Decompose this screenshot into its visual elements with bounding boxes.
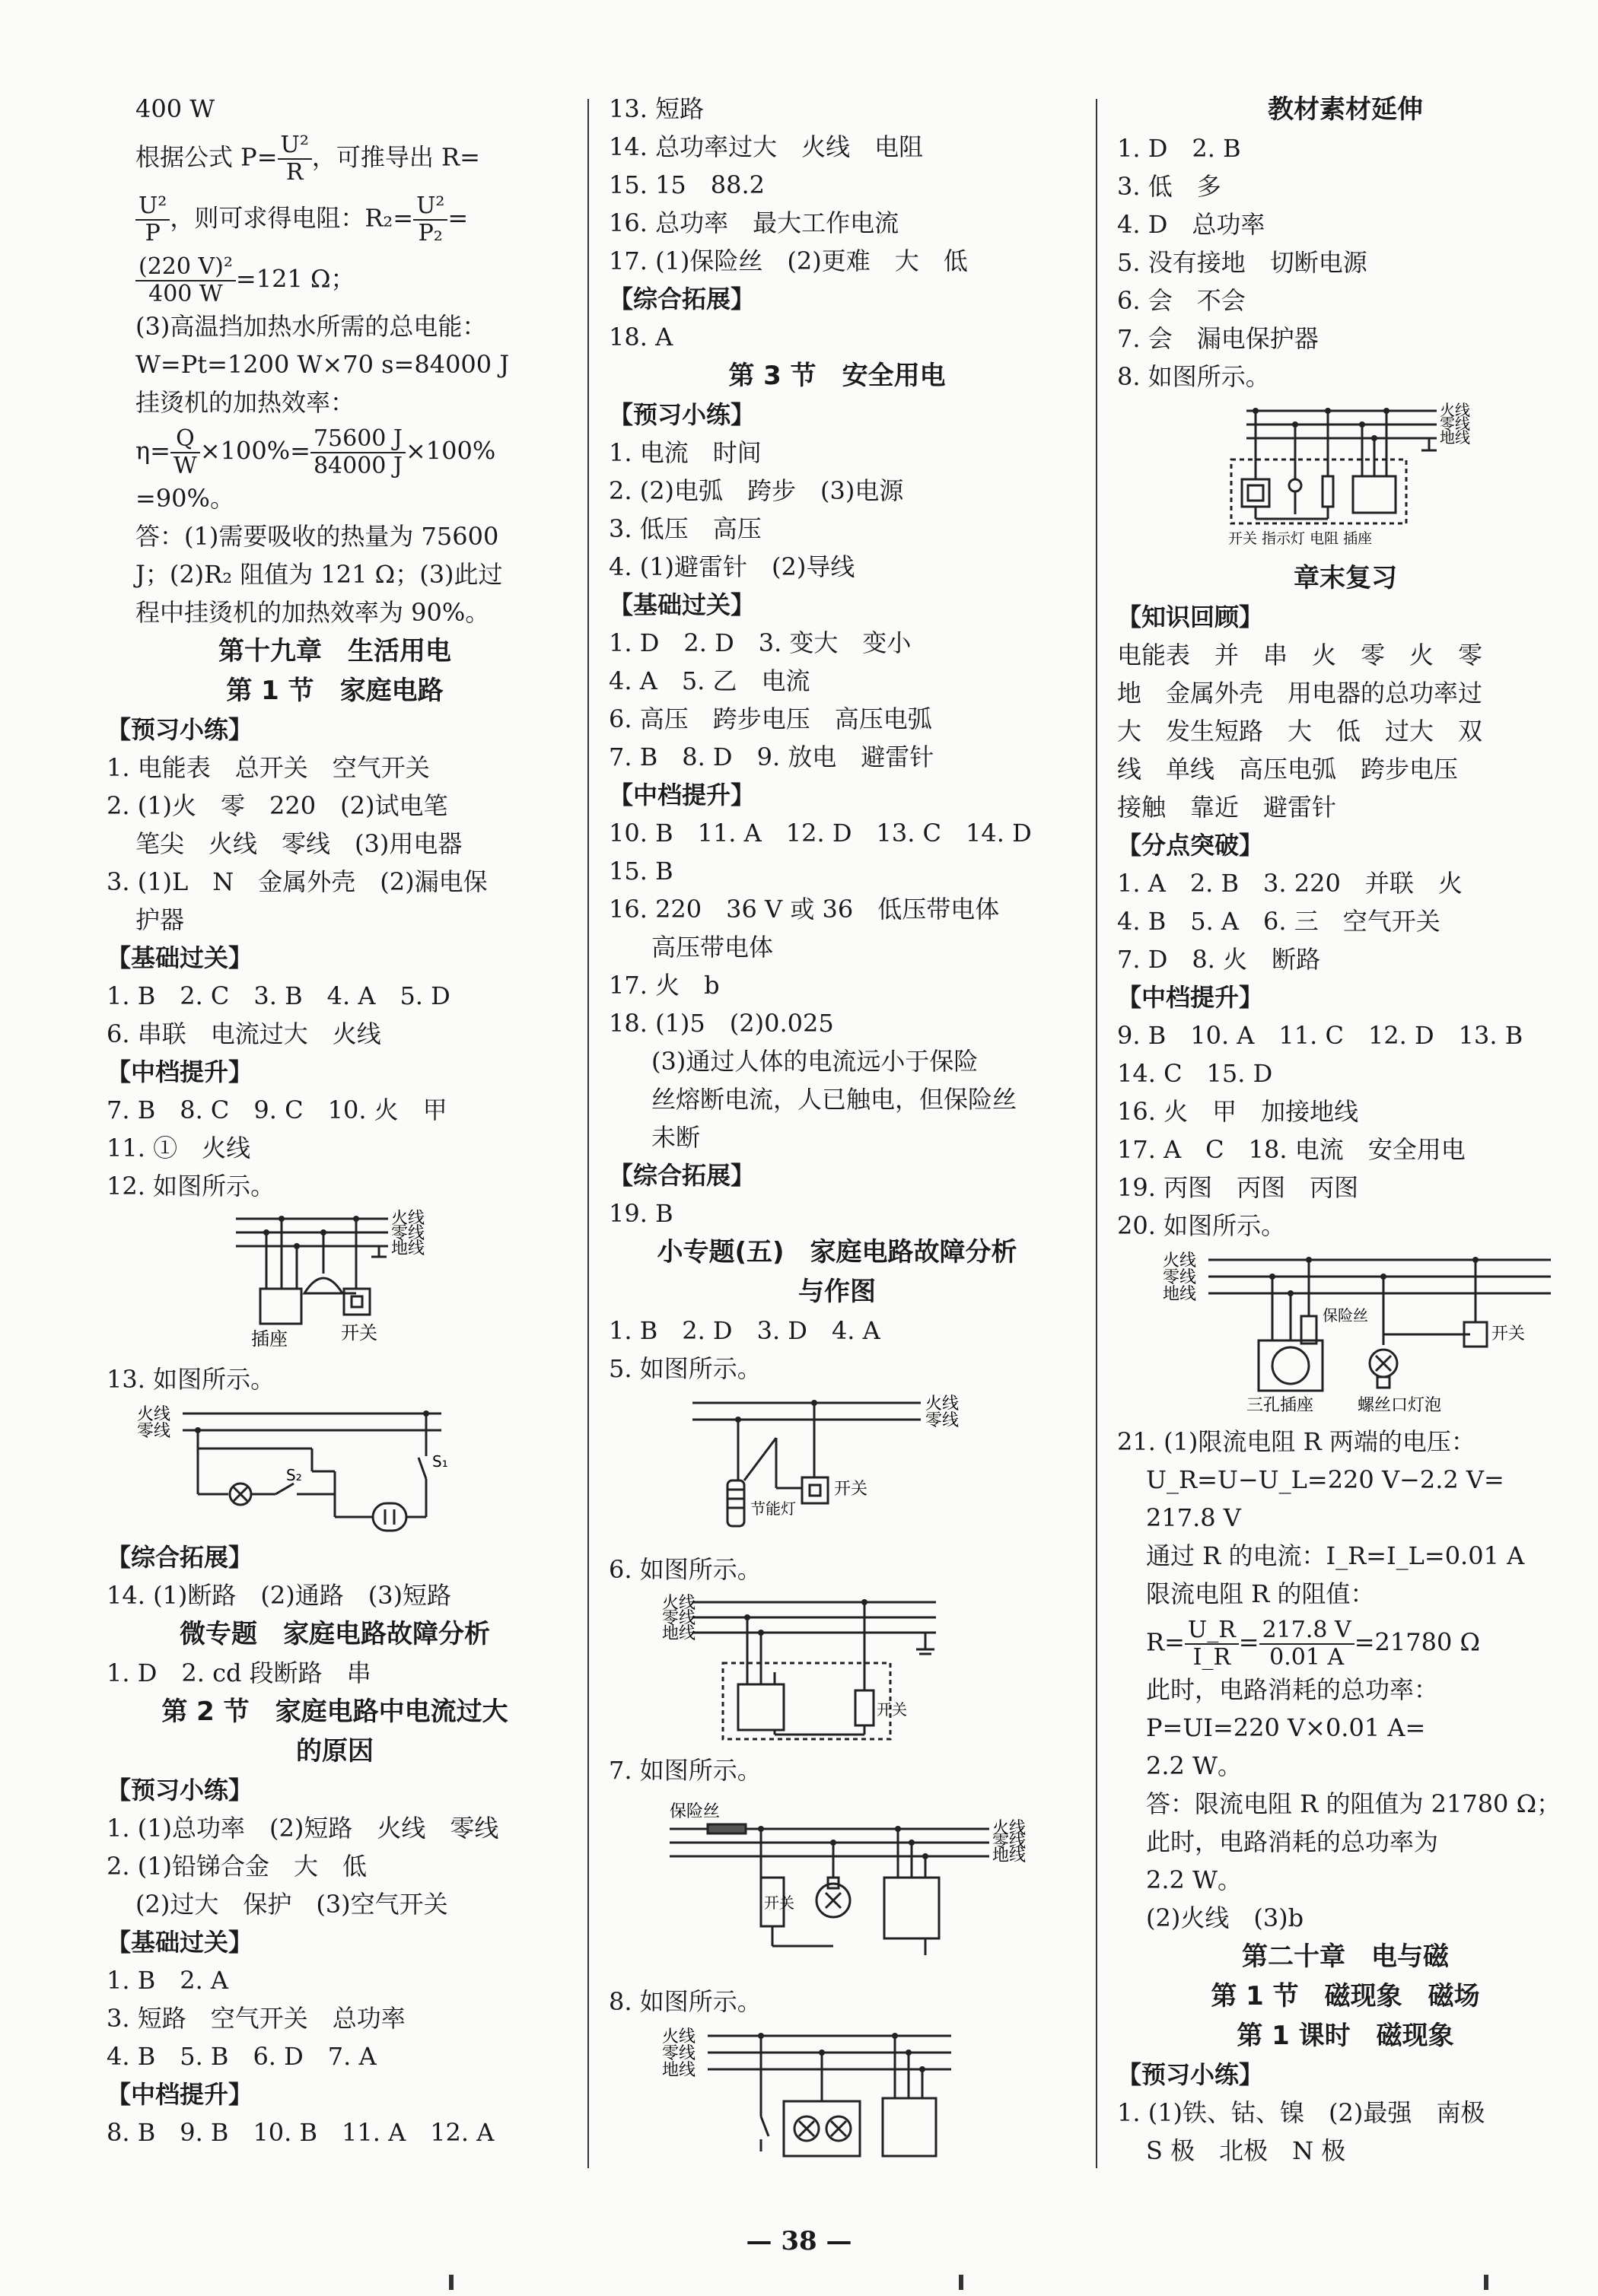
micro-topic-title: 微专题 家庭电路故障分析 bbox=[180, 1619, 490, 1649]
answer-line: 1. D 2. B bbox=[1117, 134, 1241, 163]
label-ground: 地线 bbox=[1440, 428, 1470, 447]
denominator: P bbox=[145, 220, 161, 246]
numerator: 217.8 V bbox=[1259, 1617, 1354, 1645]
label-bulb: 螺丝口灯泡 bbox=[1358, 1396, 1442, 1415]
text-line: 挂烫机的加热效率： bbox=[135, 388, 355, 417]
label-s1: S₁ bbox=[432, 1452, 448, 1471]
answer-line: 7. B 8. C 9. C 10. 火 甲 bbox=[107, 1096, 447, 1124]
fraction bbox=[413, 193, 447, 246]
answer-line: 4. D 总功率 bbox=[1117, 210, 1265, 239]
section-heading: 【预习小练】 bbox=[609, 400, 756, 429]
circuit-diagram-13 bbox=[137, 1403, 472, 1532]
denominator: I_R bbox=[1192, 1644, 1231, 1671]
answer-line: 7. 会 漏电保护器 bbox=[1117, 324, 1319, 353]
answer-line: 1. 电能表 总开关 空气开关 bbox=[107, 753, 430, 782]
answer-line: 16. 总功率 最大工作电流 bbox=[609, 208, 899, 237]
answer-line: 6. 如图所示。 bbox=[609, 1555, 762, 1584]
answer-line: 5. 如图所示。 bbox=[609, 1354, 762, 1383]
formula bbox=[107, 426, 563, 479]
text-line: 答：(1)需要吸收的热量为 75600 bbox=[135, 522, 499, 551]
answer-line: 217.8 V bbox=[1146, 1503, 1241, 1532]
label-neutral: 零线 bbox=[1163, 1268, 1197, 1287]
answer-line: 18. (1)5 (2)0.025 bbox=[609, 1009, 834, 1038]
column-1 bbox=[107, 90, 563, 2151]
answer-line: 16. 火 甲 加接地线 bbox=[1117, 1097, 1359, 1126]
answer-line: 7. D 8. 火 断路 bbox=[1117, 945, 1321, 974]
answer-line: (2)过大 保护 (3)空气开关 bbox=[135, 1890, 448, 1919]
circuit-diagram-ext8 bbox=[1224, 400, 1543, 552]
answer-line: 11. ① 火线 bbox=[107, 1134, 251, 1162]
label-neutral: 零线 bbox=[992, 1833, 1027, 1852]
circuit-diagram-t5 bbox=[692, 1392, 1043, 1544]
answer-line: 12. 如图所示。 bbox=[107, 1172, 275, 1200]
answer-line: 7. 如图所示。 bbox=[609, 1756, 762, 1785]
section-heading: 【综合拓展】 bbox=[107, 1543, 253, 1572]
label-neutral: 零线 bbox=[925, 1411, 960, 1430]
answer-line: 4. A 5. 乙 电流 bbox=[609, 666, 810, 695]
answer-line: 1. (1)铁、钴、镍 (2)最强 南极 bbox=[1117, 2098, 1485, 2127]
label-ground: 地线 bbox=[662, 1624, 696, 1643]
answer-line: 1. B 2. D 3. D 4. A bbox=[609, 1316, 880, 1345]
label-neutral: 零线 bbox=[662, 2044, 696, 2063]
circuit-diagram-t8 bbox=[662, 2025, 1012, 2170]
formula bbox=[1117, 1617, 1574, 1671]
figure-caption: 开关 指示灯 电阻 插座 bbox=[1228, 530, 1373, 547]
label-ground: 地线 bbox=[391, 1239, 425, 1258]
answer-line: 14. C 15. D bbox=[1117, 1059, 1273, 1088]
circuit-diagram-20 bbox=[1163, 1249, 1589, 1417]
label-switch: 开关 bbox=[764, 1894, 794, 1912]
text-line: W=Pt=1200 W×70 s=84000 J bbox=[135, 350, 510, 379]
binding-mark bbox=[449, 2275, 454, 2290]
label-live: 火线 bbox=[992, 1819, 1027, 1838]
formula-text: =21780 Ω bbox=[1354, 1627, 1480, 1657]
answer-line: 2.2 W。 bbox=[1146, 1751, 1242, 1780]
answer-line: 限流电阻 R 的阻值： bbox=[1146, 1579, 1375, 1608]
answer-line: 13. 短路 bbox=[609, 94, 705, 123]
answer-line: 地 金属外壳 用电器的总功率过 bbox=[1117, 679, 1483, 708]
text-line: (3)高温挡加热水所需的总电能： bbox=[135, 312, 487, 341]
label-ground: 地线 bbox=[992, 1846, 1027, 1865]
answer-line: 2. (1)火 零 220 (2)试电笔 bbox=[107, 791, 448, 820]
formula-text: ，则可求得电阻：R₂= bbox=[170, 203, 414, 233]
answer-line: 8. 如图所示。 bbox=[1117, 362, 1270, 391]
formula-text: =121 Ω； bbox=[235, 264, 355, 294]
section-title: 的原因 bbox=[296, 1736, 374, 1767]
denominator: 84000 J bbox=[313, 453, 403, 479]
answer-line: 通过 R 的电流：I_R=I_L=0.01 A bbox=[1146, 1541, 1525, 1570]
label-socket: 插座 bbox=[251, 1328, 288, 1350]
answer-line: 2. (2)电弧 跨步 (3)电源 bbox=[609, 476, 904, 505]
answer-line: 19. B bbox=[609, 1199, 673, 1228]
formula-text: ，可推导出 R= bbox=[311, 142, 480, 172]
section-title: 教材素材延伸 bbox=[1268, 94, 1423, 125]
label-switch: 开关 bbox=[877, 1700, 907, 1719]
answer-line: 9. B 10. A 11. C 12. D 13. B bbox=[1117, 1021, 1523, 1050]
formula bbox=[107, 132, 563, 186]
answer-line: 护器 bbox=[135, 905, 185, 934]
answer-line: 此时，电路消耗的总功率： bbox=[1146, 1675, 1439, 1704]
section-title: 第 2 节 家庭电路中电流过大 bbox=[161, 1697, 508, 1727]
label-neutral: 零线 bbox=[137, 1422, 171, 1441]
answer-line: 17. (1)保险丝 (2)更难 大 低 bbox=[609, 246, 968, 275]
answer-line: 4. B 5. B 6. D 7. A bbox=[107, 2042, 377, 2071]
label-live: 火线 bbox=[1440, 401, 1470, 419]
answer-line: 答：限流电阻 R 的阻值为 21780 Ω； bbox=[1146, 1789, 1561, 1818]
answer-line: U_R=U−U_L=220 V−2.2 V= bbox=[1146, 1465, 1504, 1494]
answer-line: 2. (1)铅锑合金 大 低 bbox=[107, 1852, 368, 1881]
answer-line: 1. B 2. C 3. B 4. A 5. D bbox=[107, 981, 450, 1010]
formula-text: R= bbox=[1146, 1627, 1185, 1657]
answer-line: 14. (1)断路 (2)通路 (3)短路 bbox=[107, 1581, 452, 1610]
formula-text: η= bbox=[135, 436, 170, 466]
label-switch: 开关 bbox=[341, 1322, 377, 1344]
topic-title: 与作图 bbox=[798, 1277, 876, 1307]
answer-line: 1. 电流 时间 bbox=[609, 438, 762, 467]
label-socket: 三孔插座 bbox=[1246, 1396, 1314, 1415]
answer-line: 接触 靠近 避雷针 bbox=[1117, 793, 1337, 822]
answer-line: 6. 会 不会 bbox=[1117, 286, 1246, 315]
lesson-title: 第 1 课时 磁现象 bbox=[1237, 2021, 1454, 2051]
topic-title: 小专题(五) 家庭电路故障分析 bbox=[657, 1237, 1017, 1267]
answer-line: 3. 短路 空气开关 总功率 bbox=[107, 2004, 406, 2033]
numerator: U² bbox=[135, 193, 170, 221]
label-ground: 地线 bbox=[1163, 1285, 1197, 1304]
numerator: (220 V)² bbox=[135, 254, 236, 281]
answer-line: 8. B 9. B 10. B 11. A 12. A bbox=[107, 2118, 495, 2147]
answer-line: 6. 串联 电流过大 火线 bbox=[107, 1019, 381, 1048]
section-heading: 【基础过关】 bbox=[107, 943, 253, 972]
label-live: 火线 bbox=[391, 1210, 425, 1228]
chapter-title: 第二十章 电与磁 bbox=[1242, 1941, 1449, 1972]
answer-line: 2.2 W。 bbox=[1146, 1865, 1242, 1894]
answer-line: 大 发生短路 大 低 过大 双 bbox=[1117, 717, 1483, 746]
answer-line: 线 单线 高压电弧 跨步电压 bbox=[1117, 755, 1459, 784]
section-title: 第 3 节 安全用电 bbox=[728, 361, 946, 391]
denominator: 400 W bbox=[148, 281, 223, 307]
answer-line: 5. 没有接地 切断电源 bbox=[1117, 248, 1367, 277]
section-title: 第 1 节 磁现象 磁场 bbox=[1211, 1981, 1480, 2011]
answer-line: 19. 丙图 丙图 丙图 bbox=[1117, 1173, 1359, 1202]
denominator: R bbox=[285, 159, 304, 186]
numerator: 75600 J bbox=[310, 426, 406, 453]
section-heading: 【分点突破】 bbox=[1117, 831, 1264, 860]
fraction bbox=[170, 426, 200, 479]
section-heading: 【综合拓展】 bbox=[609, 285, 756, 313]
section-heading: 【预习小练】 bbox=[107, 715, 253, 744]
formula bbox=[107, 254, 563, 307]
answer-line: 笔尖 火线 零线 (3)用电器 bbox=[135, 829, 463, 858]
numerator: U² bbox=[413, 193, 447, 221]
answer-line: 高压带电体 bbox=[651, 933, 774, 962]
formula-text: ×100%= bbox=[199, 436, 310, 466]
section-heading: 【基础过关】 bbox=[107, 1928, 253, 1957]
answer-line: 3. (1)L N 金属外壳 (2)漏电保 bbox=[107, 867, 488, 896]
section-heading: 【中档提升】 bbox=[107, 1057, 253, 1086]
numerator: U_R bbox=[1185, 1617, 1239, 1645]
label-switch: 开关 bbox=[1491, 1324, 1526, 1344]
answer-line: 17. A C 18. 电流 安全用电 bbox=[1117, 1135, 1466, 1164]
label-neutral: 零线 bbox=[391, 1224, 425, 1243]
answer-line: 15. 15 88.2 bbox=[609, 170, 766, 199]
fraction bbox=[135, 254, 236, 307]
answer-line: P=UI=220 V×0.01 A= bbox=[1146, 1713, 1426, 1742]
section-heading: 【综合拓展】 bbox=[609, 1161, 756, 1190]
text-line: =90%。 bbox=[135, 484, 234, 513]
denominator: P₂ bbox=[418, 220, 443, 246]
answer-line: (2)火线 (3)b bbox=[1146, 1903, 1304, 1932]
answer-line: S 极 北极 N 极 bbox=[1146, 2136, 1346, 2165]
answer-line: 4. (1)避雷针 (2)导线 bbox=[609, 552, 855, 581]
formula-text: = bbox=[1238, 1627, 1259, 1657]
label-live: 火线 bbox=[137, 1405, 171, 1424]
formula bbox=[107, 193, 563, 246]
text-line: 400 W bbox=[135, 94, 215, 123]
label-ground: 地线 bbox=[662, 2061, 696, 2080]
answer-line: 16. 220 36 V 或 36 低压带电体 bbox=[609, 895, 1000, 924]
answer-line: 6. 高压 跨步电压 高压电弧 bbox=[609, 704, 932, 733]
formula-text: 根据公式 P= bbox=[135, 142, 278, 172]
label-neutral: 零线 bbox=[1440, 415, 1470, 433]
answer-line: 8. 如图所示。 bbox=[609, 1987, 762, 2016]
circuit-diagram-12 bbox=[137, 1210, 441, 1354]
section-heading: 【中档提升】 bbox=[609, 781, 756, 809]
formula-text: ×100% bbox=[405, 436, 496, 466]
section-title: 章末复习 bbox=[1294, 563, 1397, 593]
section-heading: 【知识回顾】 bbox=[1117, 603, 1264, 631]
answer-line: 1. (1)总功率 (2)短路 火线 零线 bbox=[107, 1814, 499, 1843]
text-line: J；(2)R₂ 阻值为 121 Ω；(3)此过 bbox=[135, 560, 503, 589]
label-lamp: 节能灯 bbox=[750, 1499, 796, 1518]
denominator: W bbox=[173, 453, 197, 479]
fraction bbox=[1185, 1617, 1239, 1671]
circuit-diagram-t6 bbox=[662, 1593, 997, 1745]
answer-line: 15. B bbox=[609, 857, 673, 886]
answer-line: 丝熔断电流，人已触电，但保险丝 bbox=[651, 1085, 1017, 1114]
answer-line: 10. B 11. A 12. D 13. C 14. D bbox=[609, 819, 1032, 847]
label-s2: S₂ bbox=[286, 1466, 302, 1484]
page-number: — 38 — bbox=[746, 2226, 852, 2256]
formula-text: = bbox=[447, 203, 469, 233]
circuit-diagram-t7 bbox=[670, 1794, 1035, 1976]
page-number-value: 38 bbox=[781, 2226, 817, 2256]
label-fuse: 保险丝 bbox=[1323, 1306, 1368, 1324]
label-live: 火线 bbox=[662, 1594, 696, 1613]
numerator: U² bbox=[278, 132, 312, 160]
fraction bbox=[278, 132, 312, 186]
section-title: 第 1 节 家庭电路 bbox=[226, 676, 444, 706]
answer-line: 电能表 并 串 火 零 火 零 bbox=[1117, 641, 1483, 669]
column-2 bbox=[609, 90, 1065, 2176]
chapter-title: 第十九章 生活用电 bbox=[218, 636, 451, 666]
answer-line: 1. D 2. D 3. 变大 变小 bbox=[609, 628, 912, 657]
answer-line: 3. 低 多 bbox=[1117, 172, 1221, 201]
answer-line: 13. 如图所示。 bbox=[107, 1365, 275, 1394]
label-neutral: 零线 bbox=[662, 1609, 696, 1628]
section-heading: 【基础过关】 bbox=[609, 590, 756, 619]
answer-line: 18. A bbox=[609, 323, 673, 351]
answer-line: 3. 低压 高压 bbox=[609, 514, 762, 543]
label-fuse: 保险丝 bbox=[670, 1802, 721, 1821]
section-heading: 【中档提升】 bbox=[1117, 983, 1264, 1012]
answer-line: 21. (1)限流电阻 R 两端的电压： bbox=[1117, 1427, 1475, 1456]
section-heading: 【预习小练】 bbox=[107, 1776, 253, 1805]
label-live: 火线 bbox=[925, 1394, 960, 1414]
answer-line: 4. B 5. A 6. 三 空气开关 bbox=[1117, 907, 1440, 936]
label-live: 火线 bbox=[662, 2027, 696, 2046]
fraction bbox=[1259, 1617, 1354, 1671]
answer-line: 1. B 2. A bbox=[107, 1966, 229, 1995]
answer-line: 20. 如图所示。 bbox=[1117, 1211, 1286, 1240]
binding-mark bbox=[1484, 2275, 1488, 2290]
fraction bbox=[310, 426, 406, 479]
label-live: 火线 bbox=[1163, 1251, 1197, 1270]
section-heading: 【中档提升】 bbox=[107, 2080, 253, 2109]
section-heading: 【预习小练】 bbox=[1117, 2060, 1264, 2089]
answer-line: 此时，电路消耗的总功率为 bbox=[1146, 1827, 1439, 1856]
answer-line: 1. A 2. B 3. 220 并联 火 bbox=[1117, 869, 1463, 898]
column-3 bbox=[1117, 90, 1574, 2170]
answer-line: 14. 总功率过大 火线 电阻 bbox=[609, 132, 924, 161]
column-divider bbox=[587, 99, 589, 2168]
answer-line: 17. 火 b bbox=[609, 971, 720, 1000]
column-divider bbox=[1096, 99, 1097, 2168]
fraction bbox=[135, 193, 170, 246]
numerator: Q bbox=[170, 426, 200, 453]
denominator: 0.01 A bbox=[1269, 1644, 1345, 1671]
answer-line: 7. B 8. D 9. 放电 避雷针 bbox=[609, 743, 934, 771]
label-switch: 开关 bbox=[834, 1480, 868, 1499]
text-line: 程中挂烫机的加热效率为 90%。 bbox=[135, 598, 490, 627]
answer-line: 1. D 2. cd 段断路 串 bbox=[107, 1658, 371, 1687]
answer-line: (3)通过人体的电流远小于保险 bbox=[651, 1047, 979, 1076]
binding-mark bbox=[959, 2275, 963, 2290]
answer-line: 未断 bbox=[651, 1123, 701, 1152]
